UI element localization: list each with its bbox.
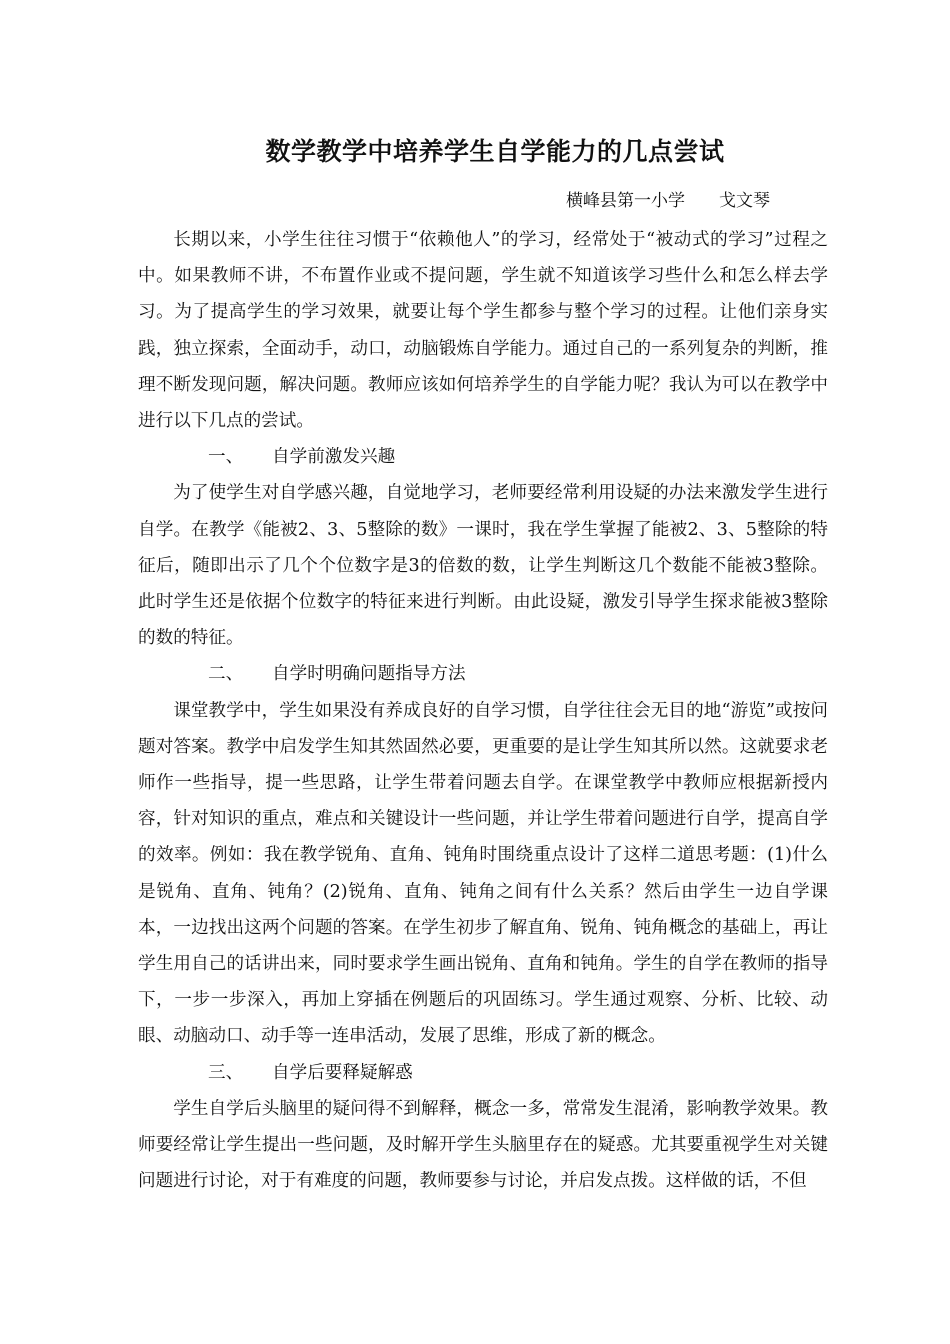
- document-body: [138, 222, 828, 1199]
- school-name: 横峰县第一小学: [566, 191, 685, 211]
- section-heading-2: [138, 656, 828, 692]
- section-heading-2-text: 自学时明确问题指导方法: [272, 664, 466, 685]
- document-title: 数学教学中培养学生自学能力的几点尝试: [265, 137, 725, 166]
- intro-paragraph: 长期以来，小学生往往习惯于“依赖他人”的学习，经常处于“被动式的学习”过程之中。如果教师不讲，不布置作业或不提问题，学生就不知道该学习些什么和怎么样去学习。为了提高学生的学习效果，就要让每个学生都参与整个学习的过程。让他们亲身实践，独立探索，全面动手，动口，动脑锻炼自学能力。通过自己的一系列复杂的判断，推理不断发现问题，解决问题。教师应该如何培养学生的自学能力呢？我认为可以在教学中进行以下几点的尝试。: [138, 230, 828, 432]
- section-heading-3: [138, 1055, 828, 1091]
- section-number-3: 三、: [208, 1062, 244, 1083]
- author-name: 戈文琴: [719, 191, 770, 211]
- section-paragraph-3: 学生自学后头脑里的疑问得不到解释，概念一多，常常发生混淆，影响教学效果。教师要经常让学生提出一些问题，及时解开学生头脑里存在的疑惑。尤其要重视学生对关键问题进行讨论，对于有难度的问题，教师要参与讨论，并启发点拨。这样做的话，不但: [138, 1098, 828, 1192]
- section-paragraph-2: 课堂教学中，学生如果没有养成良好的自学习惯，自学往往会无目的地“游览”或按问题对答案。教学中启发学生知其然固然必要，更重要的是让学生知其所以然。这就要求老师作一些指导，提一些思路，让学生带着问题去自学。在课堂教学中教师应根据新授内容，针对知识的重点，难点和关键设计一些问题，并让学生带着问题进行自学，提高自学的效率。例如：我在教学锐角、直角、钝角时围绕重点设计了这样二道思考题：(1)什么是锐角、直角、钝角？(2)锐角、直角、钝角之间有什么关系？然后由学生一边自学课本，一边找出这两个问题的答案。在学生初步了解直角、锐角、钝角概念的基础上，再让学生用自己的话讲出来，同时要求学生画出锐角、直角和钝角。学生的自学在教师的指导下，一步一步深入，再加上穿插在例题后的巩固练习。学生通过观察、分析、比较、动眼、动脑动口、动手等一连串活动，发展了思维，形成了新的概念。: [138, 700, 828, 1047]
- section-number-2: 二、: [208, 664, 244, 685]
- section-number-1: 一、: [208, 447, 244, 468]
- section-heading-3-text: 自学后要释疑解惑: [272, 1062, 413, 1083]
- section-heading-1-text: 自学前激发兴趣: [272, 447, 396, 468]
- section-paragraph-1: 为了使学生对自学感兴趣，自觉地学习，老师要经常利用设疑的办法来激发学生进行自学。在教学《能被2、3、5整除的数》一课时，我在学生掌握了能被2、3、5整除的特征后，随即出示了几个个位数字是3的倍数的数，让学生判断这几个数能不能被3整除。此时学生还是依据个位数字的特征来进行判断。由此设疑，激发引导学生探求能被3整除的数的特征。: [138, 483, 828, 649]
- section-heading-1: [138, 439, 828, 475]
- byline: [566, 186, 770, 211]
